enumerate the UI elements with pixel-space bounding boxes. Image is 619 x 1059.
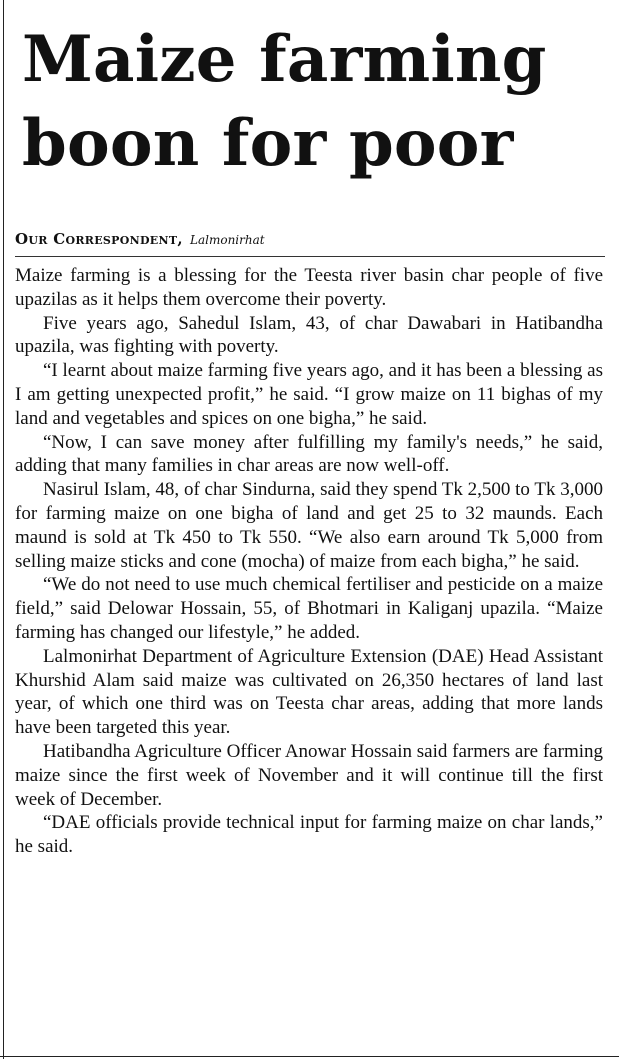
headline: Maize farming boon for poor [22, 22, 547, 181]
paragraph: “We do not need to use much chemical fertiliser and pesticide on a maize field,” said Delowar Hossain, 55, of Bhotmari in Kaliganj upazila. “Maize farming has changed our lifestyle,” he added. [15, 574, 603, 643]
byline-location: Lalmonirhat [190, 233, 265, 247]
paragraph: Maize farming is a blessing for the Teesta river basin char people of five upazilas as it helps them overcome their poverty. [15, 265, 603, 310]
byline-divider [15, 256, 605, 257]
paragraph: “DAE officials provide technical input for farming maize on char lands,” he said. [15, 812, 603, 858]
paragraph: Five years ago, Sahedul Islam, 43, of char Dawabari in Hatibandha upazila, was fighting with poverty. [15, 312, 603, 358]
article-body [15, 264, 603, 859]
byline [15, 230, 265, 248]
column-left-rule [3, 0, 4, 1059]
byline-correspondent: Our Correspondent, [15, 230, 183, 248]
column-bottom-rule [0, 1056, 619, 1057]
paragraph: Nasirul Islam, 48, of char Sindurna, said they spend Tk 2,500 to Tk 3,000 for farming maize on one bigha of land and get 25 to 32 maunds. Each maund is sold at Tk 450 to Tk 550. “We also earn around Tk 5,000 from selling maize sticks and cone (mocha) of maize from each bigha,” he said. [15, 479, 603, 572]
paragraph: Hatibandha Agriculture Officer Anowar Hossain said farmers are farming maize since the first week of November and it will continue till the first week of December. [15, 740, 603, 810]
paragraph: “Now, I can save money after fulfilling my family's needs,” he said, adding that many families in char areas are now well-off. [15, 431, 603, 477]
paragraph: “I learnt about maize farming five years ago, and it has been a blessing as I am getting unexpected profit,” he said. “I grow maize on 11 bighas of my land and vegetables and spices on one bigha,” he said. [15, 360, 603, 429]
paragraph: Lalmonirhat Department of Agriculture Extension (DAE) Head Assistant Khurshid Alam said maize was cultivated on 26,350 hectares of land last year, of which one third was on Teesta char areas, adding that more lands have been targeted this year. [15, 645, 603, 739]
